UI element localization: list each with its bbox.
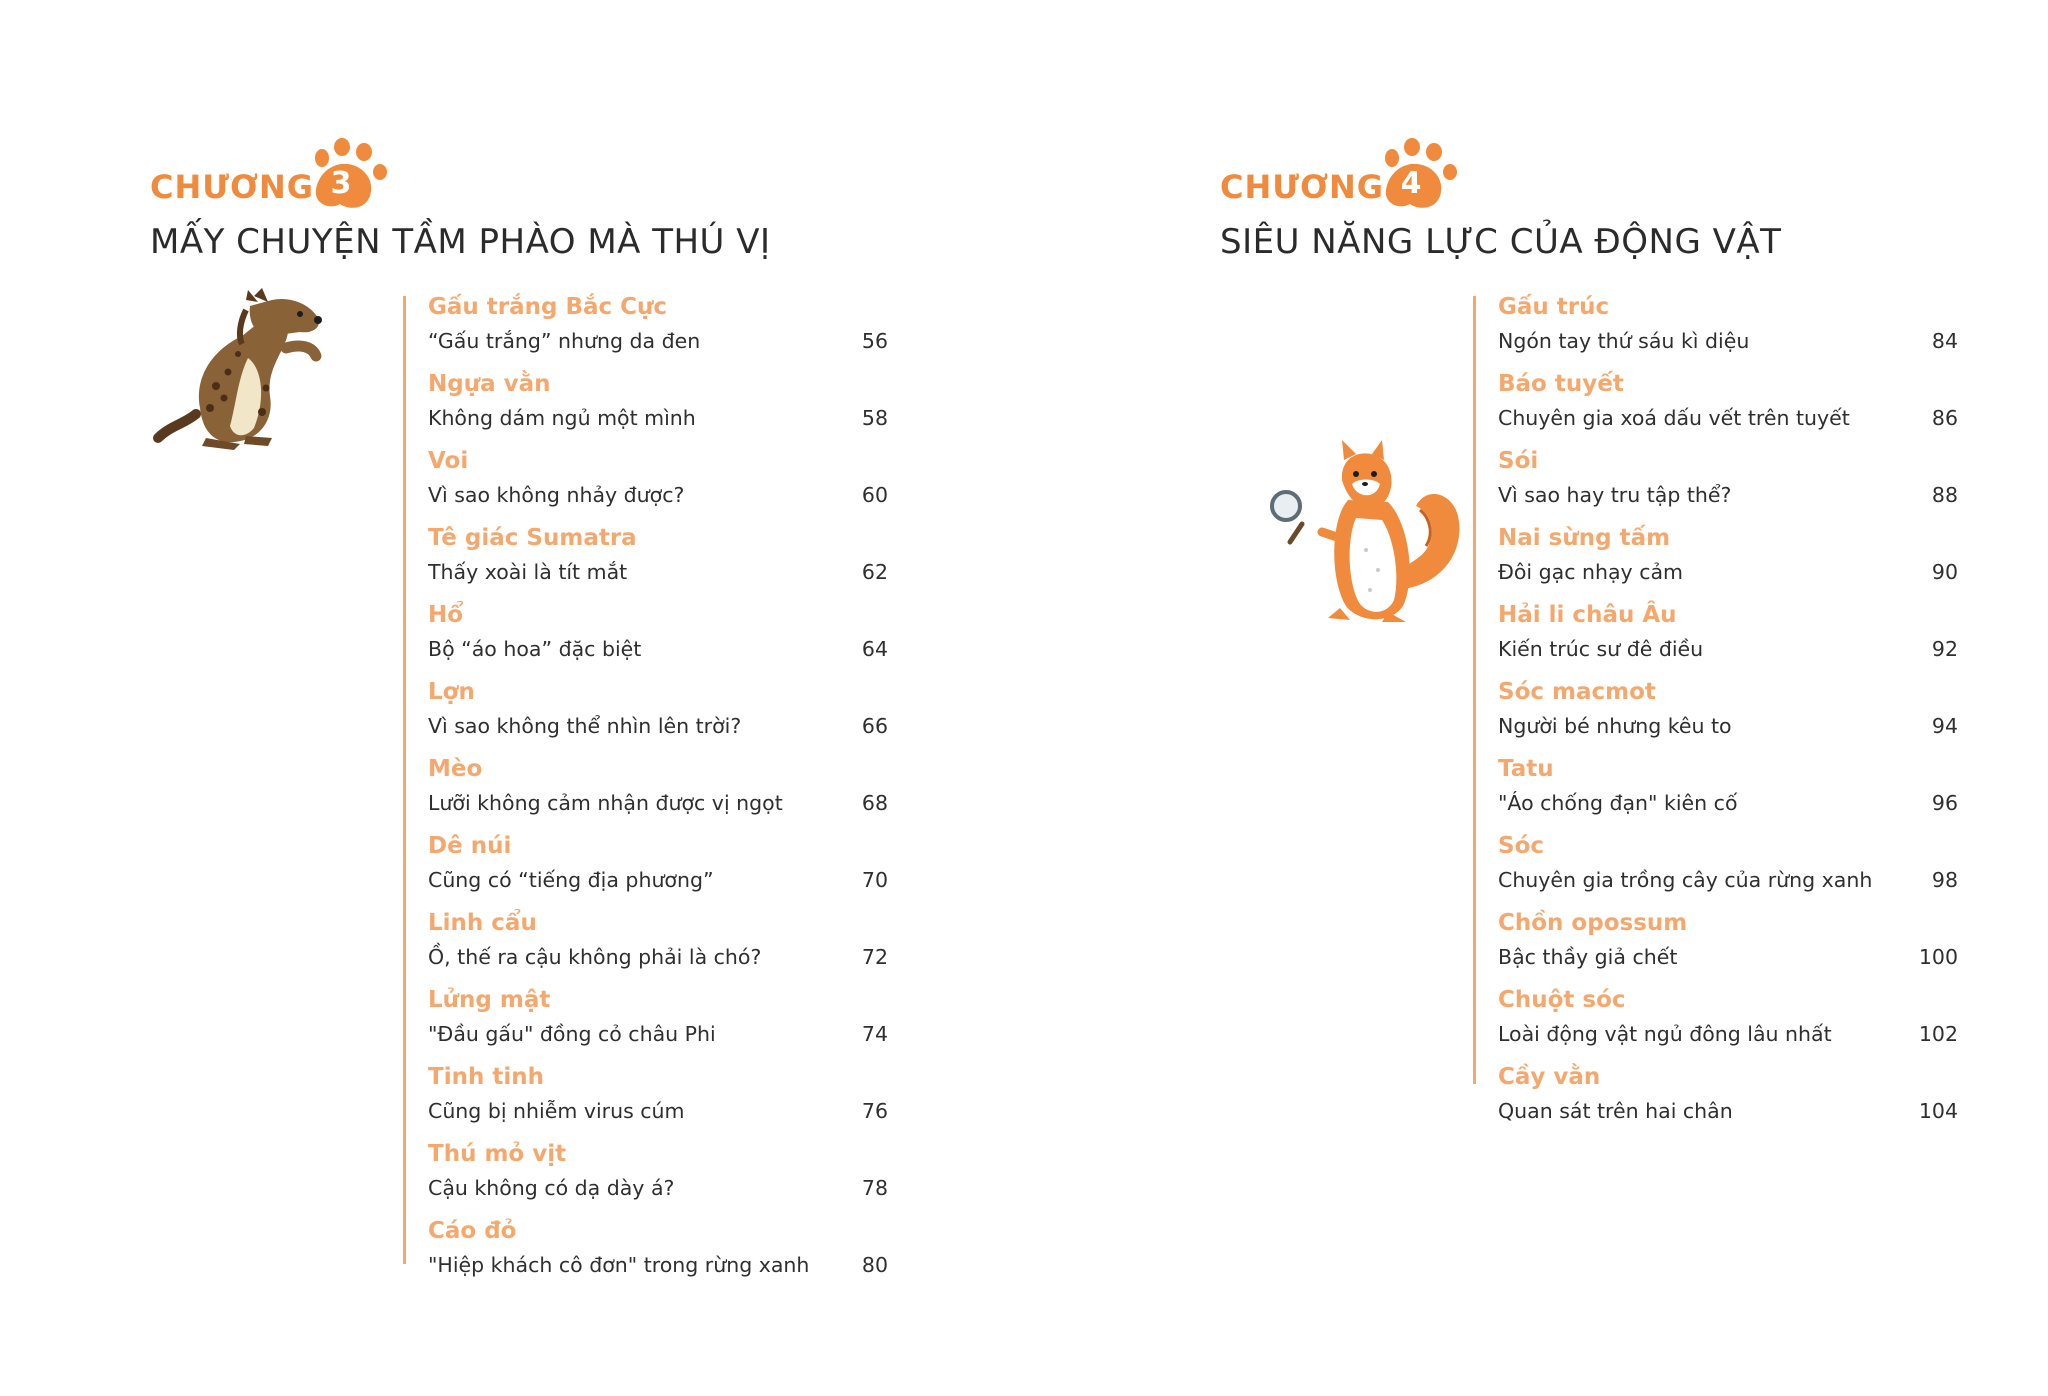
entry-title: Linh cẩu xyxy=(428,910,537,936)
entry-title: Tatu xyxy=(1498,756,1554,782)
entry-page: 64 xyxy=(861,637,888,661)
entry-title: Ngựa vằn xyxy=(428,371,551,397)
toc-list xyxy=(1498,294,1958,1141)
toc-entry[interactable] xyxy=(1498,525,1958,602)
entry-page: 58 xyxy=(861,406,888,430)
toc-entry[interactable] xyxy=(1498,910,1958,987)
chapter-title: MẤY CHUYỆN TẦM PHÀO MÀ THÚ VỊ xyxy=(150,222,771,262)
entry-title: Mèo xyxy=(428,756,483,782)
entry-desc: Kiến trúc sư đê điều xyxy=(1498,637,1704,661)
entry-title: Gấu trắng Bắc Cực xyxy=(428,294,668,320)
entry-desc: Cũng bị nhiễm virus cúm xyxy=(428,1099,685,1123)
divider-line xyxy=(403,296,406,1264)
entry-desc: "Hiệp khách cô đơn" trong rừng xanh xyxy=(428,1253,810,1277)
entry-title: Lửng mật xyxy=(428,987,551,1013)
chapter-label: CHƯƠNG xyxy=(1220,168,1384,206)
entry-page: 62 xyxy=(861,560,888,584)
toc-entry[interactable] xyxy=(428,448,888,525)
entry-page: 94 xyxy=(1931,714,1958,738)
entry-desc: Cũng có “tiếng địa phương” xyxy=(428,868,714,892)
toc-entry[interactable] xyxy=(1498,602,1958,679)
entry-page: 86 xyxy=(1931,406,1958,430)
entry-title: Gấu trúc xyxy=(1498,294,1610,320)
entry-desc: Đôi gạc nhạy cảm xyxy=(1498,560,1684,584)
toc-entry[interactable] xyxy=(1498,1064,1958,1141)
entry-desc: “Gấu trắng” nhưng da đen xyxy=(428,329,701,353)
entry-page: 70 xyxy=(861,868,888,892)
entry-desc: Vì sao không thể nhìn lên trời? xyxy=(428,714,742,738)
entry-page: 98 xyxy=(1931,868,1958,892)
chapter-number: 4 xyxy=(1400,166,1422,201)
entry-page: 102 xyxy=(1918,1022,1958,1046)
toc-entry[interactable] xyxy=(428,1218,888,1295)
toc-entry[interactable] xyxy=(1498,833,1958,910)
entry-title: Hổ xyxy=(428,602,464,628)
toc-entry[interactable] xyxy=(1498,987,1958,1064)
toc-entry[interactable] xyxy=(428,833,888,910)
entry-page: 66 xyxy=(861,714,888,738)
entry-desc: Người bé nhưng kêu to xyxy=(1498,714,1732,738)
entry-title: Báo tuyết xyxy=(1498,371,1624,397)
entry-page: 56 xyxy=(861,329,888,353)
entry-desc: Bậc thầy giả chết xyxy=(1498,945,1678,969)
toc-entry[interactable] xyxy=(1498,294,1958,371)
toc-entry[interactable] xyxy=(428,910,888,987)
entry-page: 84 xyxy=(1931,329,1958,353)
entry-page: 90 xyxy=(1931,560,1958,584)
toc-entry[interactable] xyxy=(428,987,888,1064)
entry-page: 92 xyxy=(1931,637,1958,661)
entry-title: Tinh tinh xyxy=(428,1064,544,1090)
entry-title: Sói xyxy=(1498,448,1539,474)
entry-desc: Chuyên gia trồng cây của rừng xanh xyxy=(1498,868,1873,892)
toc-entry[interactable] xyxy=(1498,371,1958,448)
toc-entry[interactable] xyxy=(428,294,888,371)
entry-title: Chồn opossum xyxy=(1498,910,1688,936)
toc-list xyxy=(428,294,888,1295)
entry-page: 76 xyxy=(861,1099,888,1123)
toc-entry[interactable] xyxy=(428,679,888,756)
entry-title: Tê giác Sumatra xyxy=(428,525,637,551)
chapter-label: CHƯƠNG xyxy=(150,168,314,206)
entry-title: Nai sừng tấm xyxy=(1498,525,1671,551)
entry-desc: Không dám ngủ một mình xyxy=(428,406,696,430)
entry-title: Voi xyxy=(428,448,469,474)
entry-page: 100 xyxy=(1918,945,1958,969)
entry-page: 96 xyxy=(1931,791,1958,815)
toc-entry[interactable] xyxy=(428,525,888,602)
paw-icon xyxy=(308,138,390,214)
entry-desc: "Áo chống đạn" kiên cố xyxy=(1498,791,1738,815)
entry-title: Chuột sóc xyxy=(1498,987,1626,1013)
entry-desc: "Đầu gấu" đồng cỏ châu Phi xyxy=(428,1022,716,1046)
entry-title: Lợn xyxy=(428,679,475,705)
entry-desc: Ồ, thế ra cậu không phải là chó? xyxy=(428,945,762,969)
entry-title: Sóc macmot xyxy=(1498,679,1656,705)
entry-title: Dê núi xyxy=(428,833,512,859)
toc-entry[interactable] xyxy=(428,756,888,833)
toc-entry[interactable] xyxy=(428,1064,888,1141)
entry-page: 74 xyxy=(861,1022,888,1046)
entry-page: 88 xyxy=(1931,483,1958,507)
entry-desc: Ngón tay thứ sáu kì diệu xyxy=(1498,329,1750,353)
entry-page: 78 xyxy=(861,1176,888,1200)
entry-page: 72 xyxy=(861,945,888,969)
entry-page: 68 xyxy=(861,791,888,815)
entry-title: Cáo đỏ xyxy=(428,1218,517,1244)
entry-desc: Thấy xoài là tít mắt xyxy=(428,560,628,584)
toc-entry[interactable] xyxy=(1498,679,1958,756)
entry-desc: Chuyên gia xoá dấu vết trên tuyết xyxy=(1498,406,1850,430)
entry-title: Thú mỏ vịt xyxy=(428,1141,567,1167)
chapter-title: SIÊU NĂNG LỰC CỦA ĐỘNG VẬT xyxy=(1220,222,1782,262)
chapter-number: 3 xyxy=(330,166,352,201)
squirrel-with-magnifier-illustration xyxy=(1270,440,1470,634)
entry-page: 104 xyxy=(1918,1099,1958,1123)
entry-title: Hải li châu Âu xyxy=(1498,602,1677,628)
entry-title: Sóc xyxy=(1498,833,1544,859)
hyena-illustration xyxy=(150,288,330,460)
entry-desc: Bộ “áo hoa” đặc biệt xyxy=(428,637,642,661)
paw-icon xyxy=(1378,138,1460,214)
entry-page: 60 xyxy=(861,483,888,507)
entry-desc: Cậu không có dạ dày á? xyxy=(428,1176,675,1200)
entry-desc: Loài động vật ngủ đông lâu nhất xyxy=(1498,1022,1832,1046)
toc-entry[interactable] xyxy=(428,602,888,679)
entry-desc: Vì sao không nhảy được? xyxy=(428,483,685,507)
entry-desc: Vì sao hay tru tập thể? xyxy=(1498,483,1732,507)
entry-title: Cầy vằn xyxy=(1498,1064,1601,1090)
divider-line xyxy=(1473,296,1476,1084)
entry-desc: Lưỡi không cảm nhận được vị ngọt xyxy=(428,791,783,815)
toc-entry[interactable] xyxy=(1498,448,1958,525)
toc-entry[interactable] xyxy=(1498,756,1958,833)
toc-entry[interactable] xyxy=(428,1141,888,1218)
entry-page: 80 xyxy=(861,1253,888,1277)
entry-desc: Quan sát trên hai chân xyxy=(1498,1099,1733,1123)
toc-entry[interactable] xyxy=(428,371,888,448)
